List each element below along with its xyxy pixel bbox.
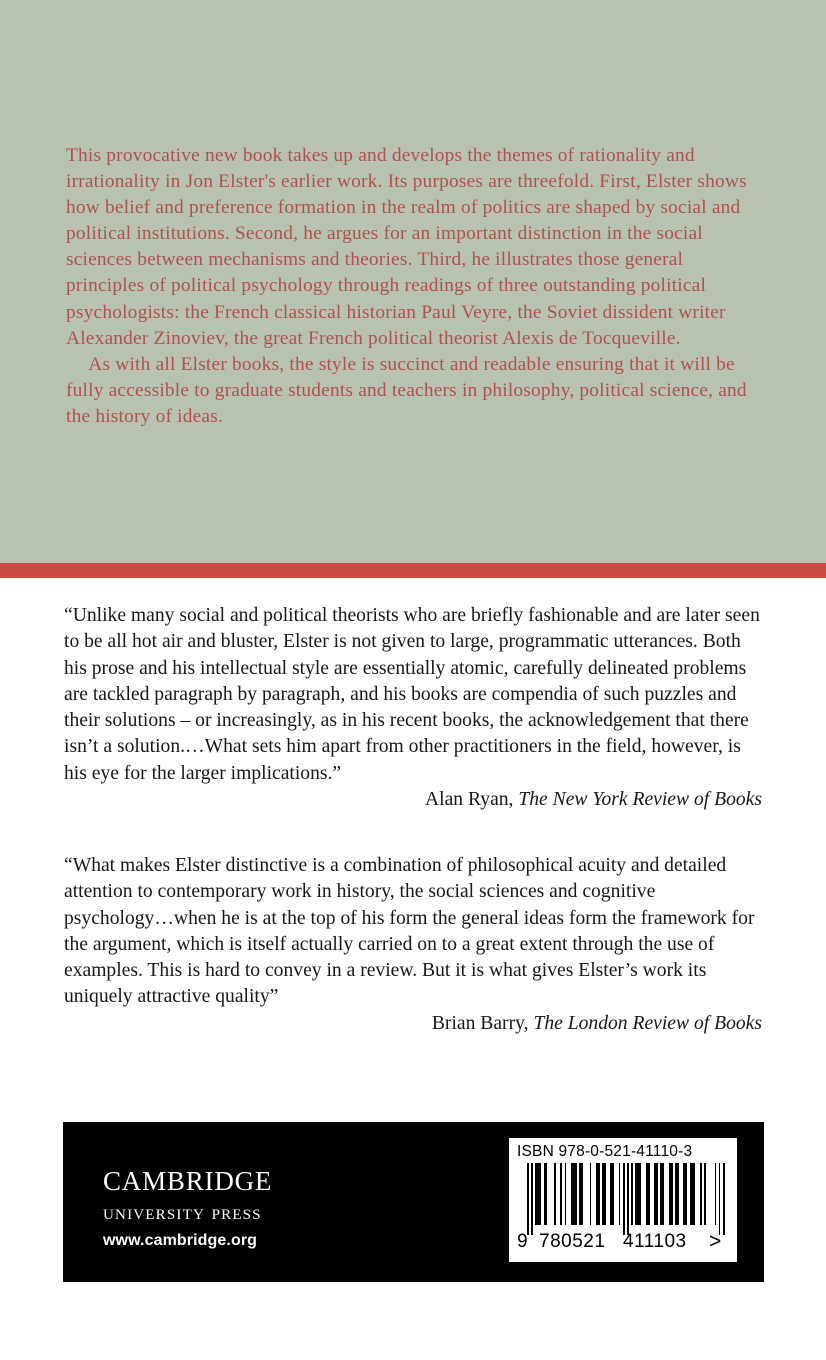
review-reviewer-2: Brian Barry,: [431, 1012, 534, 1034]
publisher-website: www.cambridge.org: [103, 1232, 258, 1249]
barcode-lead-digit: 9: [517, 1231, 529, 1252]
publisher-division: university press: [103, 1200, 262, 1224]
review-attribution-1: [64, 787, 764, 813]
publisher-name: cambridge: [103, 1157, 273, 1199]
back-cover-blurb-panel: [0, 0, 826, 563]
review-quote-1: “Unlike many social and political theorists who are briefly fashionable and are later seen to be all hot air and bluster, Elster is not given to large, programmatic utterances. Both his prose and his intellectual style are essentially atomic, carefully delineated problems are tackled paragraph by paragraph, and his books are compendia of such puzzles and their solutions – or increasingly, as in his recent books, the acknowledgement that there isn’t a solution.…What sets him apart from other practitioners in the field, however, is his eye for the larger implications.”: [64, 605, 760, 784]
blurb-paragraph-1: This provocative new book takes up and develops the themes of rationality and irrationality in Jon Elster's earlier work. Its purposes are threefold. First, Elster shows how belief and preference formation in the realm of politics are shaped by social and political institutions. Second, he argues for an important distinction in the social sciences between mechanisms and theories. Third, he illustrates those general principles of political psychology through readings of three outstanding political psychologists: the French classical historian Paul Veyre, the Soviet dissident writer Alexander Zinoviev, the great French political theorist Alexis de Tocqueville.: [66, 145, 747, 349]
barcode-left-group: 780521: [539, 1231, 606, 1252]
barcode-digits: [517, 1230, 730, 1257]
blurb-paragraph-2: As with all Elster books, the style is succinct and readable ensuring that it will be fully accessible to graduate students and teachers in philosophy, political science, and the history of ideas.: [66, 353, 747, 427]
review-source-1: The New York Review of Books: [518, 789, 762, 811]
review-quote-2: “What makes Elster distinctive is a combination of philosophical acuity and detailed attention to contemporary work in history, the social sciences and cognitive psychology…when he is at the top of his form the general ideas form the framework for the argument, which is itself actually carried on to a great extent through the use of examples. This is hard to convey in a review. But it is what gives Elster’s work its uniquely attractive quality”: [64, 855, 755, 1008]
publisher-bar: [63, 1122, 764, 1282]
barcode-right-group: 411103: [623, 1231, 687, 1252]
cambridge-university-press-logo: [103, 1158, 272, 1251]
review-block-2: [64, 853, 764, 1037]
isbn-barcode: [509, 1138, 737, 1262]
isbn-label: ISBN 978-0-521-41110-3: [517, 1143, 693, 1160]
barcode-bars-graphic: [527, 1163, 725, 1235]
barcode-trailing-symbol: >: [709, 1230, 722, 1253]
review-block-1: [64, 603, 764, 813]
review-source-2: The London Review of Books: [533, 1012, 762, 1034]
review-attribution-2: [64, 1011, 764, 1037]
review-reviewer-1: Alan Ryan,: [425, 789, 519, 811]
blurb-text-block: [66, 143, 760, 430]
red-divider-band: [0, 563, 826, 578]
